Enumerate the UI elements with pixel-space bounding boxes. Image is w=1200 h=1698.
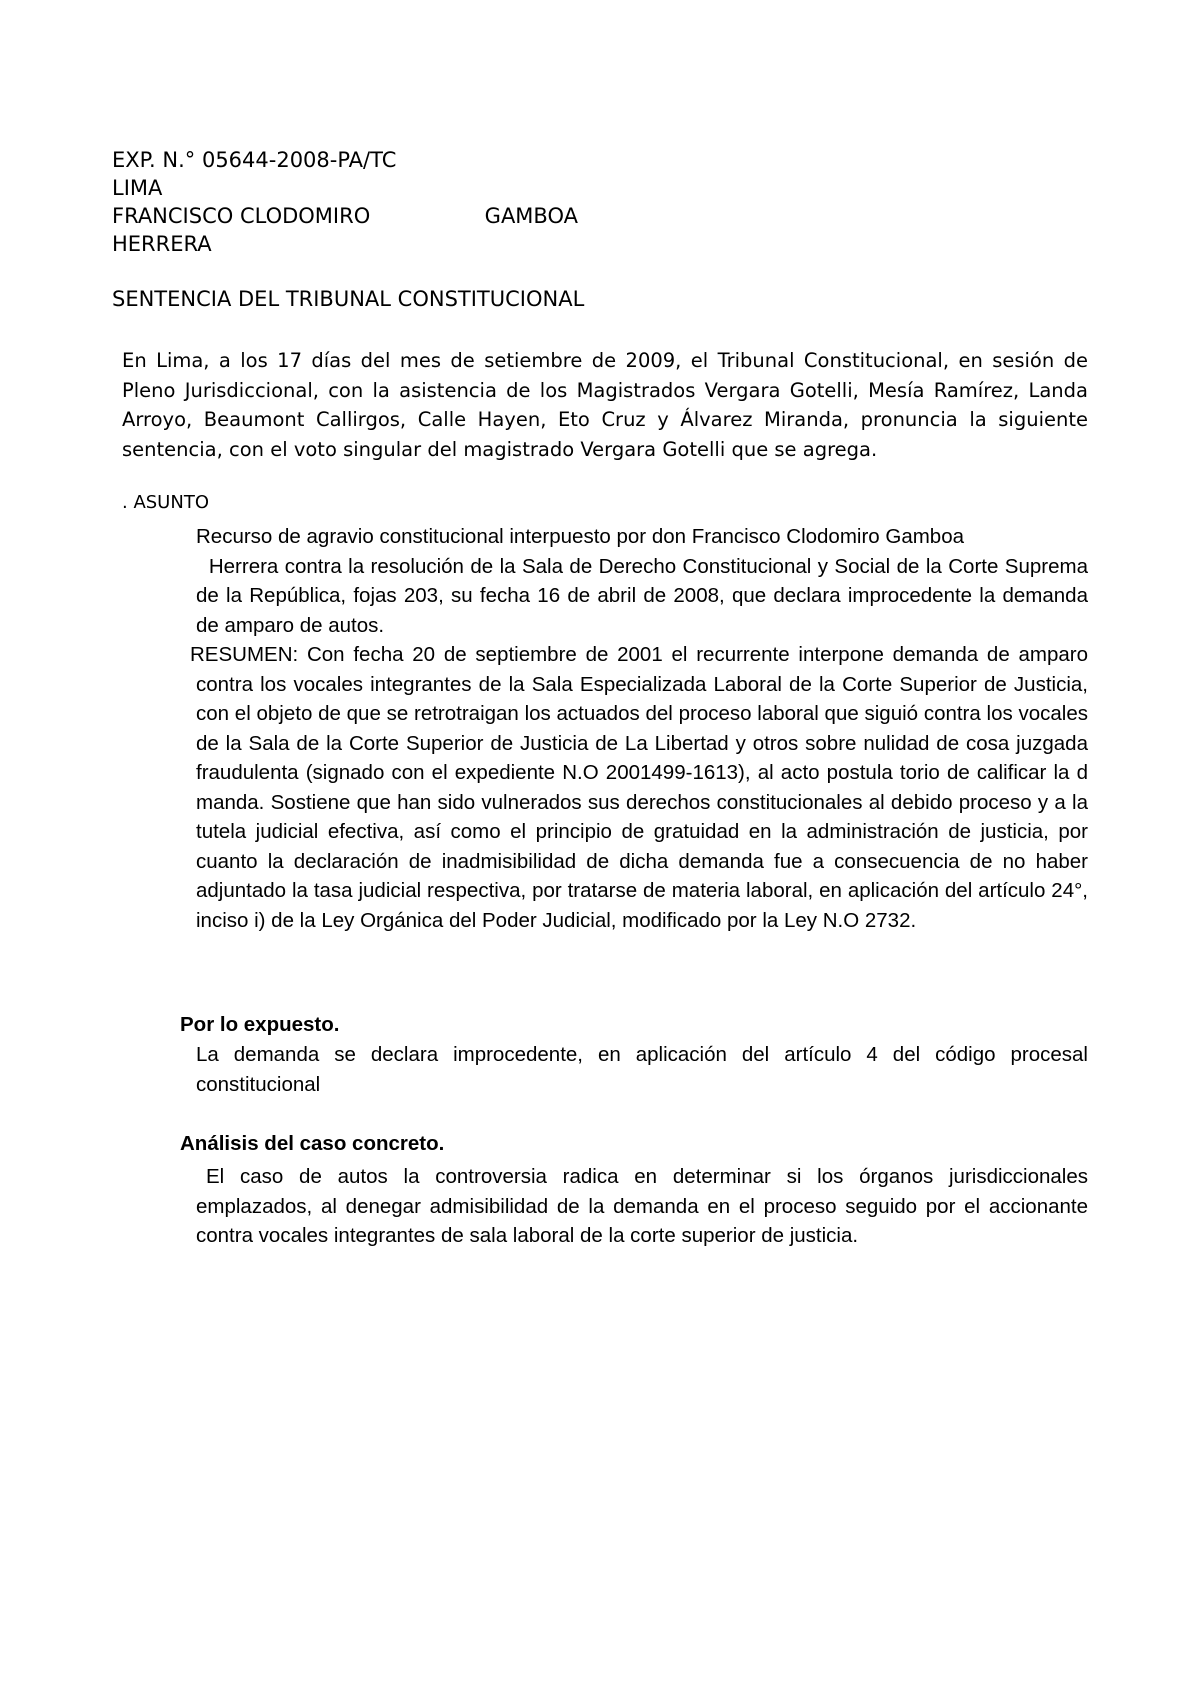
intro-paragraph: En Lima, a los 17 días del mes de setiembre de 2009, el Tribunal Constitucional, en sesión de Pleno Jurisdiccional, con la asistencia de los Magistrados Vergara Gotelli, Mesía Ramírez, Landa Arroyo, Beaumont Callirgos, Calle Hayen, Eto Cruz y Álvarez Miranda, pronuncia la siguiente sentencia, con el voto singular del magistrado Vergara Gotelli que se agrega. xyxy=(122,349,1088,461)
case-header xyxy=(112,146,582,258)
asunto-rest-text: Herrera contra la resolución de la Sala de Derecho Constitucional y Social de la Corte Suprema de la República, fojas 203, su fecha 16 de abril de 2008, que declara improcedente la demanda de amparo de autos. xyxy=(196,554,1088,637)
asunto-first-line: Recurso de agravio constitucional interpuesto por don Francisco Clodomiro Gamboa xyxy=(196,525,965,548)
party-name-last: HERRERA xyxy=(112,232,212,256)
asunto-label: . ASUNTO xyxy=(122,492,209,513)
analisis-paragraph: El caso de autos la controversia radica en determinar si los órganos jurisdiccionales emplazados, al denegar admisibilidad de la demanda en el proceso seguido por el accionante contra vocales integrantes de sala laboral de la corte superior de justicia. xyxy=(196,1165,1088,1247)
party-name-first: FRANCISCO CLODOMIRO xyxy=(112,204,371,228)
party-name-line xyxy=(112,202,578,230)
case-city: LIMA xyxy=(112,176,163,200)
analisis-heading: Análisis del caso concreto. xyxy=(180,1132,445,1155)
resumen-paragraph: RESUMEN: Con fecha 20 de septiembre de 2001 el recurrente interpone demanda de amparo contra los vocales integrantes de la Sala Especializada Laboral de la Corte Superior de Justicia, con el objeto de que se retrotraigan los actuados del proceso laboral que siguió contra los vocales de la Sala de la Corte Superior de Justicia de La Libertad y otros sobre nulidad de cosa juzgada fraudulenta (signado con el expediente N.O 2001499-1613), al acto postula torio de calificar la d manda. Sostiene que han sido vulnerados sus derechos constitucionales al debido proceso y a la tutela judicial efectiva, así como el principio de gratuidad en la administración de justicia, por cuanto la declaración de inadmisibilidad de dicha demanda fue a consecuencia de no haber adjuntado la tasa judicial respectiva, por tratarse de materia laboral, en aplicación del artículo 24°, inciso i) de la Ley Orgánica del Poder Judicial, modificado por la Ley N.O 2732. xyxy=(190,643,1088,932)
document-title: SENTENCIA DEL TRIBUNAL CONSTITUCIONAL xyxy=(112,287,585,311)
expuesto-paragraph: La demanda se declara improcedente, en aplicación del artículo 4 del código procesal constitucional xyxy=(196,1043,1088,1096)
asunto-paragraph xyxy=(196,522,1088,640)
asunto-rest xyxy=(196,552,1088,641)
party-name-mid: GAMBOA xyxy=(484,204,578,228)
expuesto-heading: Por lo expuesto. xyxy=(180,1013,340,1036)
case-number: EXP. N.° 05644-2008-PA/TC xyxy=(112,148,397,172)
